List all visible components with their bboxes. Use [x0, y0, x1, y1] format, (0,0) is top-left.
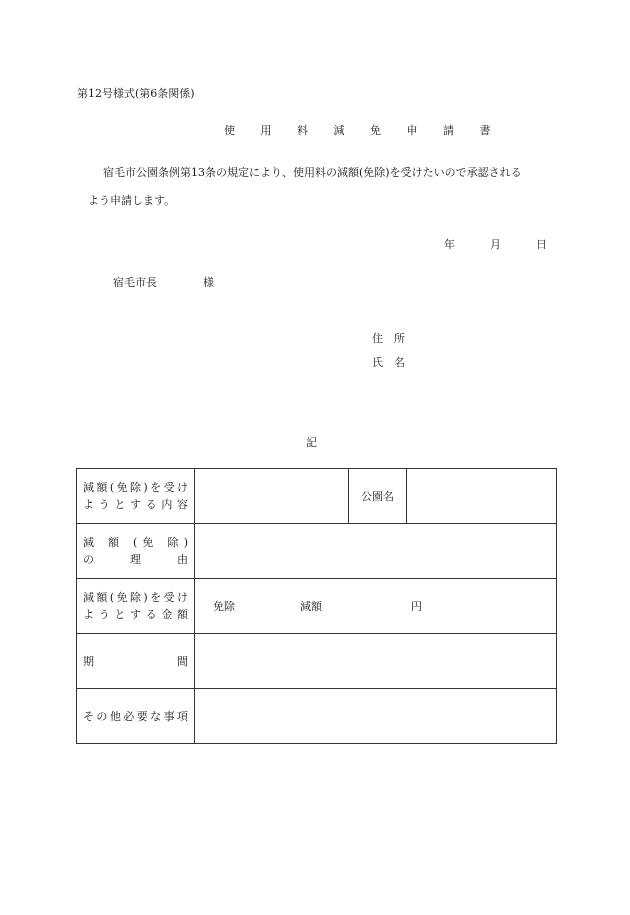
- row-label-other: その他必要な事項: [77, 689, 195, 744]
- content-field[interactable]: [195, 469, 349, 524]
- date-year-label: 年: [444, 238, 455, 251]
- table-row-period: [77, 634, 557, 689]
- applicant-name-row: [372, 354, 609, 370]
- form-number: 第12号様式(第6条関係): [77, 87, 195, 100]
- table-row-amount: [77, 579, 557, 634]
- table-row-reason: [77, 524, 557, 579]
- reduce-label: 減額: [300, 599, 322, 613]
- date-field[interactable]: [444, 236, 547, 252]
- exempt-label: 免除: [213, 599, 235, 613]
- application-detail-table: [76, 468, 557, 744]
- amount-field[interactable]: [195, 579, 557, 634]
- ki-heading: 記: [306, 436, 317, 449]
- table-row-other: [77, 689, 557, 744]
- table-row-content: [77, 469, 557, 524]
- body-text-line-1: 宿毛市公園条例第13条の規定により、使用料の減額(免除)を受けたいので承認される: [103, 166, 522, 179]
- yen-label: 円: [411, 599, 422, 613]
- row-label-amount: 減額(免除)を受け ようとする金額: [77, 579, 195, 634]
- row-label-reason: 減 額 (免 除) の 理 由: [77, 524, 195, 579]
- date-month-label: 月: [490, 238, 501, 251]
- row-label-period: 期 間: [77, 634, 195, 689]
- other-matters-field[interactable]: [195, 689, 557, 744]
- park-name-field[interactable]: [407, 469, 557, 524]
- document-title: 使 用 料 減 免 申 請 書: [224, 124, 502, 137]
- applicant-address-row: [372, 330, 609, 346]
- addressee-name: 宿毛市長: [113, 276, 157, 289]
- park-name-label: 公園名: [349, 469, 407, 524]
- row-label-content: 減額(免除)を受け ようとする内容: [77, 469, 195, 524]
- reason-field[interactable]: [195, 524, 557, 579]
- applicant-name-label: 氏 名: [372, 356, 405, 369]
- applicant-address-label: 住 所: [372, 332, 405, 345]
- addressee: [113, 274, 214, 290]
- period-field[interactable]: [195, 634, 557, 689]
- date-day-label: 日: [536, 238, 547, 251]
- body-text-line-2: よう申請します。: [88, 194, 176, 207]
- addressee-honorific: 様: [203, 276, 214, 289]
